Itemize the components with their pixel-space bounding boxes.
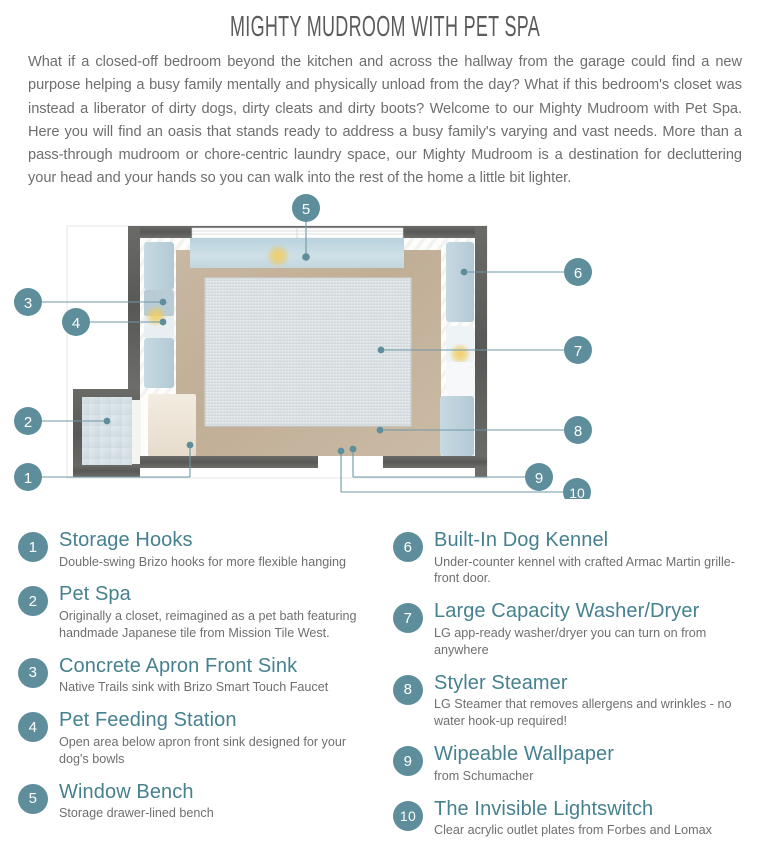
petspa-wall-bottom [73, 465, 140, 477]
legend-badge-10: 10 [393, 801, 423, 831]
legend-text-block [434, 744, 760, 784]
legend-column-left [0, 530, 385, 853]
dot-10 [338, 447, 345, 454]
legend-title-pet-feeding-station: Pet Feeding Station [59, 709, 237, 732]
left-cabinet-lower [144, 338, 174, 388]
plan-marker-4[interactable] [62, 308, 90, 336]
legend-badge-9: 9 [393, 746, 423, 776]
legend-item-storage-hooks[interactable] [18, 530, 375, 570]
plan-marker-8-label: 8 [573, 422, 583, 440]
infographic-page [0, 12, 770, 862]
dog-kennel [446, 242, 474, 322]
plan-marker-3[interactable] [14, 288, 42, 316]
legend-desc-wipeable-wallpaper: from Schumacher [434, 768, 534, 783]
legend [0, 530, 770, 853]
legend-item-concrete-apron-front-sink[interactable] [18, 656, 375, 696]
legend-desc-storage-hooks: Double-swing Brizo hooks for more flexible hanging [59, 554, 347, 569]
plan-marker-4-label: 4 [71, 314, 81, 332]
plan-marker-9-label: 9 [534, 469, 544, 487]
wall-left-upper [128, 226, 140, 389]
legend-item-pet-spa[interactable] [18, 584, 375, 641]
plan-marker-1[interactable] [14, 463, 42, 491]
plan-marker-7-label: 7 [573, 342, 583, 360]
plan-marker-3-label: 3 [23, 294, 33, 312]
plan-marker-10-label: 10 [569, 484, 585, 499]
legend-title-pet-spa: Pet Spa [59, 583, 131, 606]
legend-badge-1: 1 [18, 532, 48, 562]
legend-text-block [434, 799, 760, 839]
page-title: MIGHTY MUDROOM WITH PET SPA [229, 11, 541, 43]
plan-marker-2[interactable] [14, 407, 42, 435]
wall-right [475, 226, 487, 477]
legend-desc-concrete-apron-front-sink: Native Trails sink with Brizo Smart Touch Faucet [59, 680, 329, 695]
legend-text-block [59, 782, 375, 822]
dot-8 [377, 426, 384, 433]
legend-item-styler-steamer[interactable] [393, 673, 760, 730]
legend-badge-6: 6 [393, 532, 423, 562]
legend-desc-pet-feeding-station: Open area below apron front sink designed for your dog's bowls [59, 734, 347, 766]
plan-marker-7[interactable] [564, 336, 592, 364]
doorway-gap [318, 456, 383, 468]
legend-text-block [59, 584, 375, 641]
plan-marker-6-label: 6 [573, 264, 583, 282]
petspa-tile [82, 397, 132, 469]
light-glow-bench [266, 244, 290, 268]
legend-desc-pet-spa: Originally a closet, reimagined as a pet bath featuring handmade Japanese tile from Mission Tile West. [59, 609, 357, 640]
dot-2 [104, 417, 111, 424]
plan-marker-9[interactable] [525, 463, 553, 491]
legend-text-block [59, 656, 375, 696]
wall-bottom-right [383, 456, 487, 468]
legend-text-block [59, 710, 375, 767]
legend-title-built-in-dog-kennel: Built-In Dog Kennel [434, 529, 609, 551]
legend-desc-window-bench: Storage drawer-lined bench [59, 806, 214, 821]
legend-title-concrete-apron-front-sink: Concrete Apron Front Sink [59, 654, 298, 677]
floorplan-diagram [0, 194, 770, 499]
plan-marker-5-label: 5 [301, 200, 311, 218]
legend-desc-styler-steamer: LG Steamer that removes allergens and wrinkles - no water hook-up required! [434, 697, 732, 729]
legend-item-window-bench[interactable] [18, 782, 375, 822]
legend-badge-2: 2 [18, 586, 48, 616]
plan-marker-5[interactable] [292, 194, 320, 222]
intro-paragraph: What if a closed-off bedroom beyond the kitchen and across the hallway from the garage could find a new purpose helping a busy family mentally and physically unload from the day? What if this bedroom's closet was instead a liberator of dirty dogs, dirty cleats and dirty boots? Welcome to our Mighty Mudroom with Pet Spa. Here you will find an oasis that stands ready to address a busy family's varying and vast needs. More than a pass-through mudroom or chore-centric laundry space, our Mighty Mudroom is a destination for decluttering your head and your hands so you can walk into the rest of the home a little bit lighter. [28, 54, 742, 186]
legend-title-wipeable-wallpaper: Wipeable Wallpaper [434, 743, 615, 766]
legend-title-the-invisible-lightswitch: The Invisible Lightswitch [434, 797, 654, 820]
legend-title-window-bench: Window Bench [59, 780, 194, 803]
plan-marker-6[interactable] [564, 258, 592, 286]
legend-title-storage-hooks: Storage Hooks [59, 529, 193, 551]
plan-marker-10[interactable] [563, 478, 591, 499]
legend-text-block [59, 530, 375, 570]
dot-1 [187, 441, 194, 448]
legend-desc-large-capacity-washer-dryer: LG app-ready washer/dryer you can turn on from anywhere [434, 625, 707, 657]
plan-marker-8[interactable] [564, 416, 592, 444]
window-blinds [192, 228, 403, 238]
petspa-door [132, 400, 141, 464]
dot-9 [350, 445, 357, 452]
legend-desc-the-invisible-lightswitch: Clear acrylic outlet plates from Forbes and Lomax [434, 823, 712, 838]
legend-item-pet-feeding-station[interactable] [18, 710, 375, 767]
legend-badge-7: 7 [393, 603, 423, 633]
left-cabinet-upper [144, 242, 174, 290]
legend-text-block [434, 601, 760, 658]
dot-3 [160, 298, 167, 305]
dot-7 [378, 346, 385, 353]
plan-marker-1-label: 1 [23, 469, 33, 487]
legend-title-large-capacity-washer-dryer: Large Capacity Washer/Dryer [434, 600, 700, 623]
legend-item-large-capacity-washer-dryer[interactable] [393, 601, 760, 658]
legend-desc-built-in-dog-kennel: Under-counter kennel with crafted Armac Martin grille-front door. [434, 554, 735, 586]
legend-title-styler-steamer: Styler Steamer [434, 671, 568, 694]
legend-text-block [434, 530, 760, 587]
styler-steamer [440, 396, 474, 456]
legend-badge-5: 5 [18, 784, 48, 814]
legend-text-block [434, 673, 760, 730]
plan-marker-2-label: 2 [23, 413, 33, 431]
window-bench [190, 238, 404, 268]
legend-badge-3: 3 [18, 658, 48, 688]
dot-6 [461, 268, 468, 275]
legend-item-built-in-dog-kennel[interactable] [393, 530, 760, 587]
floorplan-svg [0, 194, 770, 499]
washer-dryer-lower [446, 362, 474, 396]
dot-4 [160, 318, 167, 325]
legend-badge-8: 8 [393, 675, 423, 705]
legend-badge-4: 4 [18, 712, 48, 742]
light-glow-laundry [449, 343, 471, 365]
wall-bottom-left [140, 456, 318, 468]
legend-column-right [385, 530, 770, 853]
dot-5 [302, 253, 310, 261]
legend-item-the-invisible-lightswitch[interactable] [393, 799, 760, 839]
legend-item-wipeable-wallpaper[interactable] [393, 744, 760, 784]
